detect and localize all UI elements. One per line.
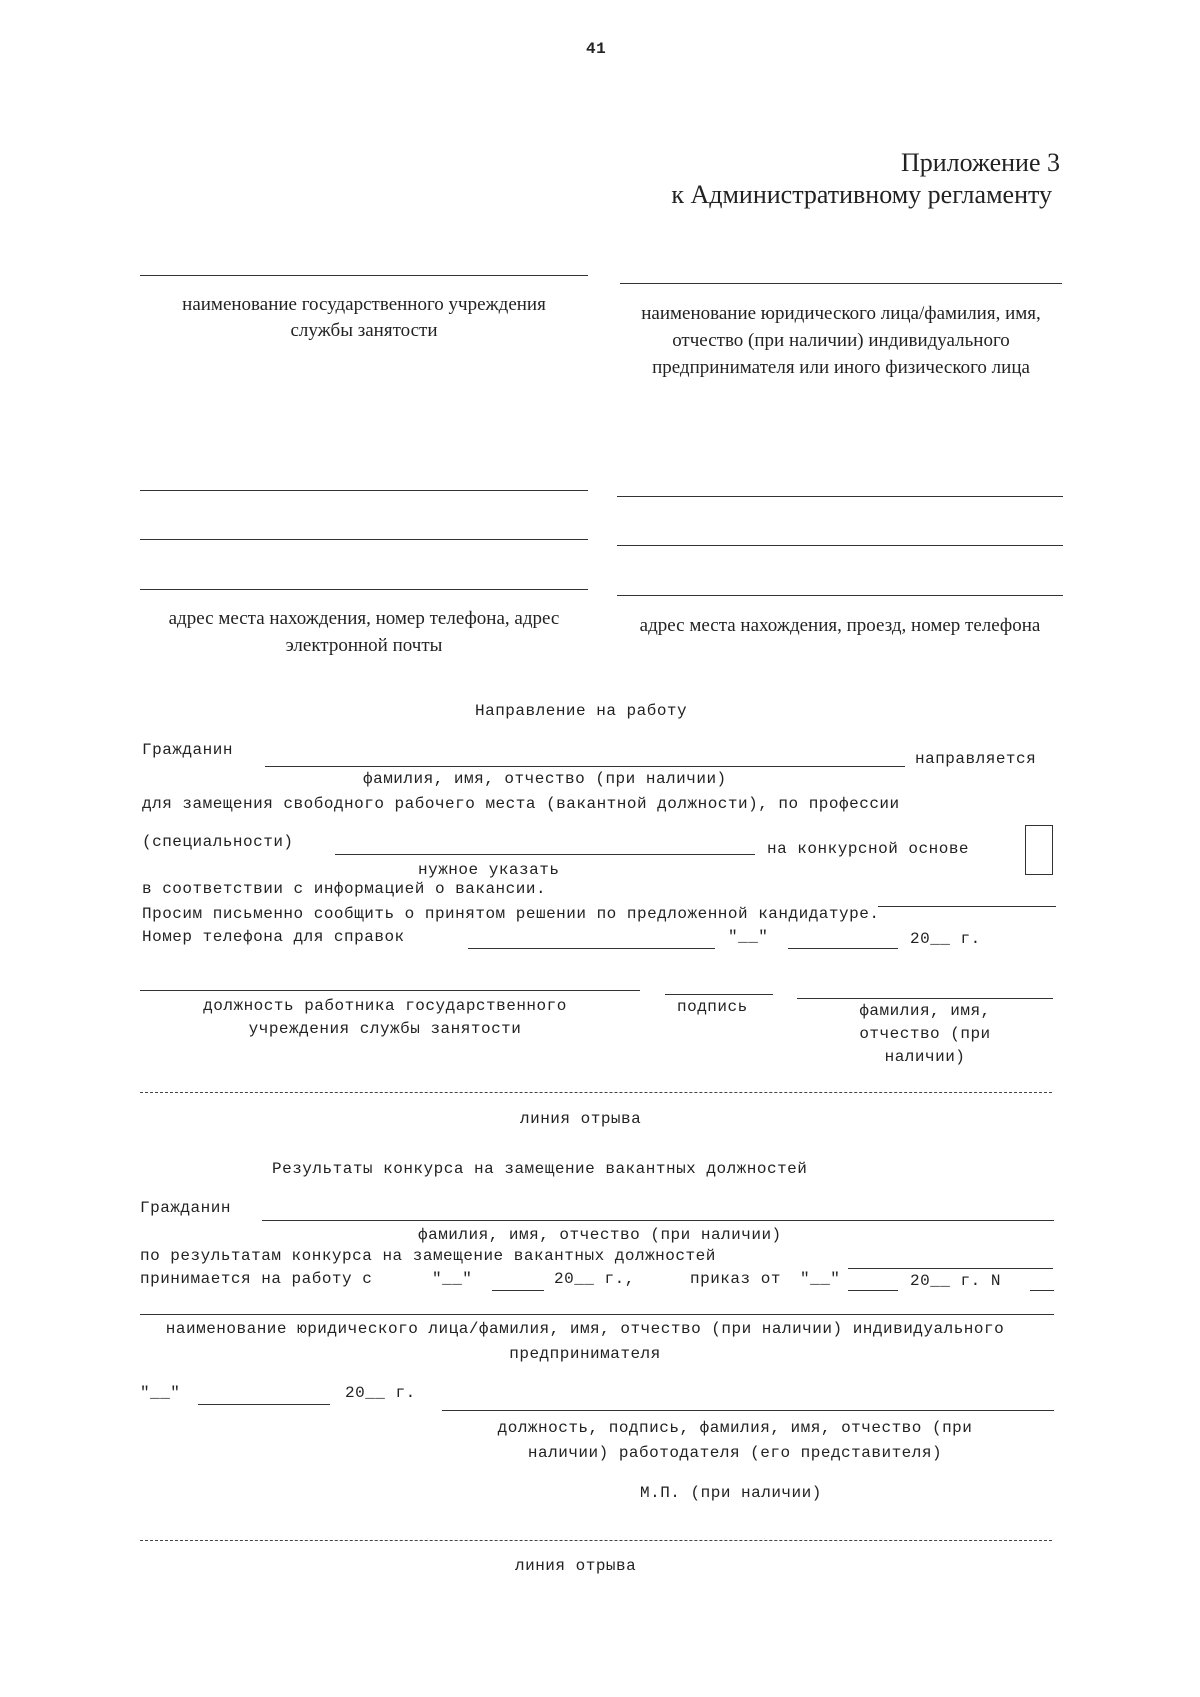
employer-sign-caption: должность, подпись, фамилия, имя, отчество (при наличии) работодателя (его представителя) [497,1419,973,1462]
org-address-caption: адрес места нахождения, номер телефона, адрес электронной почты [168,608,560,656]
employer-sign-field [442,1410,1054,1411]
results-citizen-field [262,1220,1054,1221]
stamp-caption: М.П. (при наличии) [640,1484,822,1502]
org-address-line-1 [140,490,588,491]
order-number-field [1030,1290,1054,1291]
citizen-label: Гражданин [142,741,233,759]
org-address-line-2 [140,539,588,540]
results-title: Результаты конкурса на замещение вакантных должностей [272,1160,808,1178]
employer-field [140,1314,1054,1315]
please-inform-line: Просим письменно сообщить о принятом решении по предложенной кандидатуре. [142,905,880,923]
fio-caption: фамилия, имя, отчество (при наличии) [859,1002,991,1066]
citizen-name-field [265,766,905,767]
org-name-caption: наименование государственного учреждения службы занятости [182,294,546,341]
hired-date-year: 20__ г., [554,1270,635,1288]
phone-field [468,948,715,949]
signature-caption: подпись [677,998,748,1016]
tear-line-1 [140,1092,1052,1093]
appendix-title: Приложение 3 [900,148,1060,177]
employer-address-line-3 [617,595,1063,596]
extra-field [878,906,1056,907]
appendix-subtitle: к Административному регламенту [671,180,1052,209]
competitive-checkbox[interactable] [1025,825,1053,875]
specify-caption: нужное указать [418,861,560,879]
by-results-line: по результатам конкурса на замещение вакантных должностей [140,1247,716,1265]
hired-date-day: "__" [432,1270,473,1288]
competitive-label: на конкурсной основе [767,840,970,858]
by-results-field [848,1268,1053,1269]
referral-date-day: "__" [728,928,769,946]
according-line: в соответствии с информацией о вакансии. [142,880,547,898]
tear-line-2-caption: линия отрыва [515,1557,637,1575]
fio-sign-line [797,998,1053,999]
order-date-year: 20__ г. N [910,1272,1001,1290]
employer-address-caption: адрес места нахождения, проезд, номер телефона [639,615,1041,636]
order-from-label: приказ от [690,1270,781,1288]
referral-date-year: 20__ г. [910,930,981,948]
citizen-fio-caption: фамилия, имя, отчество (при наличии) [363,770,727,788]
signature-line [665,994,773,995]
employer-date-month-field [198,1404,330,1405]
hired-date-month-field [492,1290,544,1291]
vacancy-line: для замещения свободного рабочего места (вакантной должности), по профессии [142,795,900,813]
order-date-day: "__" [800,1270,841,1288]
referral-title: Направление на работу [475,702,688,720]
results-citizen-label: Гражданин [140,1199,231,1217]
employer-name-caption: наименование юридического лица/фамилия, имя, отчество (при наличии) индивидуального предпринимателя или иного физического лица [641,303,1041,378]
position-caption: должность работника государственного учреждения службы занятости [203,997,567,1038]
position-sign-line [140,990,640,991]
tear-line-2 [140,1540,1052,1541]
results-fio-caption: фамилия, имя, отчество (при наличии) [418,1226,782,1244]
org-address-line-3 [140,589,588,590]
specialty-label: (специальности) [142,833,294,851]
specialty-field [335,854,755,855]
employer-name-line [620,283,1062,284]
directed-label: направляется [915,750,1037,768]
page-number: 41 [586,40,607,58]
order-date-month-field [848,1290,898,1291]
org-name-line [140,275,588,276]
referral-date-month-field [788,948,898,949]
hired-from-label: принимается на работу с [140,1270,373,1288]
employer-date-day: "__" [140,1384,181,1402]
employer-address-line-2 [617,545,1063,546]
employer-caption: наименование юридического лица/фамилия, имя, отчество (при наличии) индивидуального предпринимателя [165,1320,1005,1363]
tear-line-1-caption: линия отрыва [520,1110,642,1128]
employer-address-line-1 [617,496,1063,497]
employer-date-year: 20__ г. [345,1384,416,1402]
phone-label: Номер телефона для справок [142,928,405,946]
